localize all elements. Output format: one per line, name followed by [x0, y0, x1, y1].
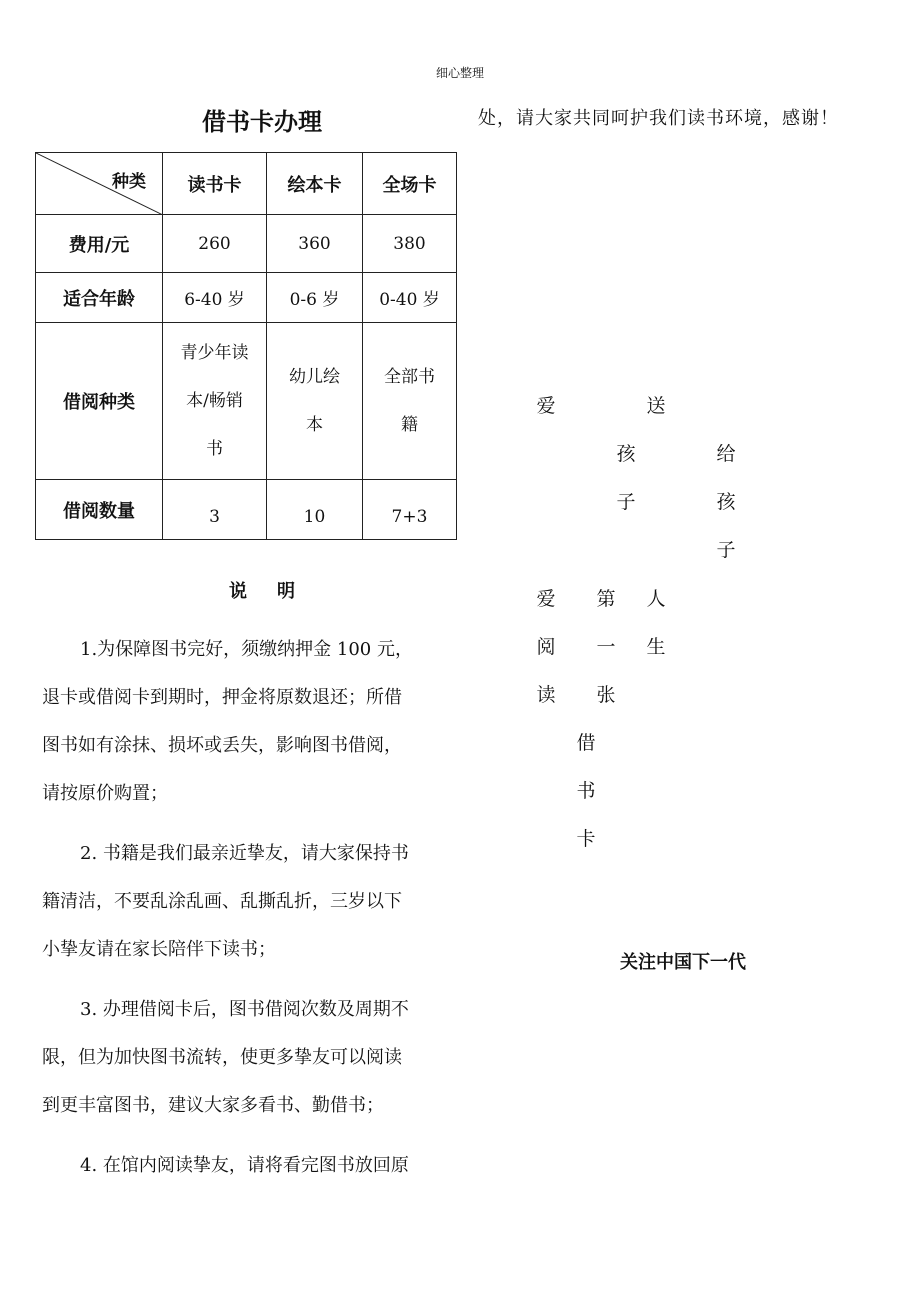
note-line: 1.为保障图书完好，须缴纳押金 100 元， [80, 639, 413, 660]
table-cell: 380 [363, 215, 457, 273]
table-cell: 7+3 [363, 480, 457, 540]
continuation-text: 处，请大家共同呵护我们读书环境，感谢！ [478, 108, 839, 129]
poem-column: 第 一 张 [596, 588, 616, 706]
poem-column: 送 [646, 395, 666, 417]
column-header: 绘本卡 [267, 153, 363, 215]
poem-column: 借 书 卡 [576, 732, 596, 850]
note-item [42, 830, 452, 974]
row-label: 借阅种类 [36, 323, 163, 480]
table-cell: 6-40 岁 [163, 273, 267, 323]
table-row [36, 215, 457, 273]
row-label: 适合年龄 [36, 273, 163, 323]
table-row [36, 480, 457, 540]
note-line: 4. 在馆内阅读挚友，请将看完图书放回原 [80, 1155, 409, 1176]
cell-line: 籍 [401, 415, 418, 435]
corner-label: 种类 [112, 172, 146, 192]
table-cell: 260 [163, 215, 267, 273]
card-fee-table [35, 152, 457, 540]
table-header-row [36, 153, 457, 215]
note-item [42, 986, 452, 1130]
slogan: 关注中国下一代 [620, 952, 746, 973]
page-title: 借书卡办理 [202, 108, 322, 136]
cell-line: 全部书 [384, 367, 435, 387]
row-label: 费用/元 [36, 215, 163, 273]
column-header: 全场卡 [363, 153, 457, 215]
table-cell: 10 [267, 480, 363, 540]
table-cell: 0-40 岁 [363, 273, 457, 323]
row-label: 借阅数量 [36, 480, 163, 540]
note-line: 请按原价购置； [42, 783, 168, 804]
note-item [42, 626, 452, 818]
table-cell [267, 323, 363, 480]
note-line: 3. 办理借阅卡后，图书借阅次数及周期不 [80, 999, 409, 1020]
note-line: 籍清洁，不要乱涂乱画、乱撕乱折，三岁以下 [42, 891, 402, 912]
table-corner-cell [36, 153, 163, 215]
cell-line: 本/畅销 [186, 391, 243, 411]
table-cell: 0-6 岁 [267, 273, 363, 323]
cell-line: 幼儿绘 [289, 367, 340, 387]
table-cell [363, 323, 457, 480]
table-row [36, 273, 457, 323]
poem-column: 爱 [536, 395, 556, 417]
note-line: 图书如有涂抹、损坏或丢失，影响图书借阅， [42, 735, 402, 756]
note-line: 限，但为加快图书流转，使更多挚友可以阅读 [42, 1047, 402, 1068]
table-cell: 3 [163, 480, 267, 540]
cell-line: 书 [206, 439, 223, 459]
note-line: 到更丰富图书，建议大家多看书、勤借书； [42, 1095, 384, 1116]
note-item [42, 1142, 452, 1190]
notes-title: 说明 [229, 581, 325, 602]
poem-column: 给 孩 子 [716, 443, 736, 561]
column-header: 读书卡 [163, 153, 267, 215]
note-line: 2. 书籍是我们最亲近挚友，请大家保持书 [80, 843, 409, 864]
note-line: 退卡或借阅卡到期时，押金将原数退还；所借 [42, 687, 402, 708]
cell-line: 本 [306, 415, 323, 435]
poem-column: 爱 阅 读 [536, 588, 556, 706]
table-row [36, 323, 457, 480]
poem-column: 孩 子 [616, 443, 636, 513]
poem-column: 人 生 [646, 588, 666, 658]
table-cell [163, 323, 267, 480]
note-line: 小挚友请在家长陪伴下读书； [42, 939, 276, 960]
cell-line: 青少年读 [180, 343, 249, 363]
page-header: 细心整理 [435, 66, 484, 80]
table-cell: 360 [267, 215, 363, 273]
